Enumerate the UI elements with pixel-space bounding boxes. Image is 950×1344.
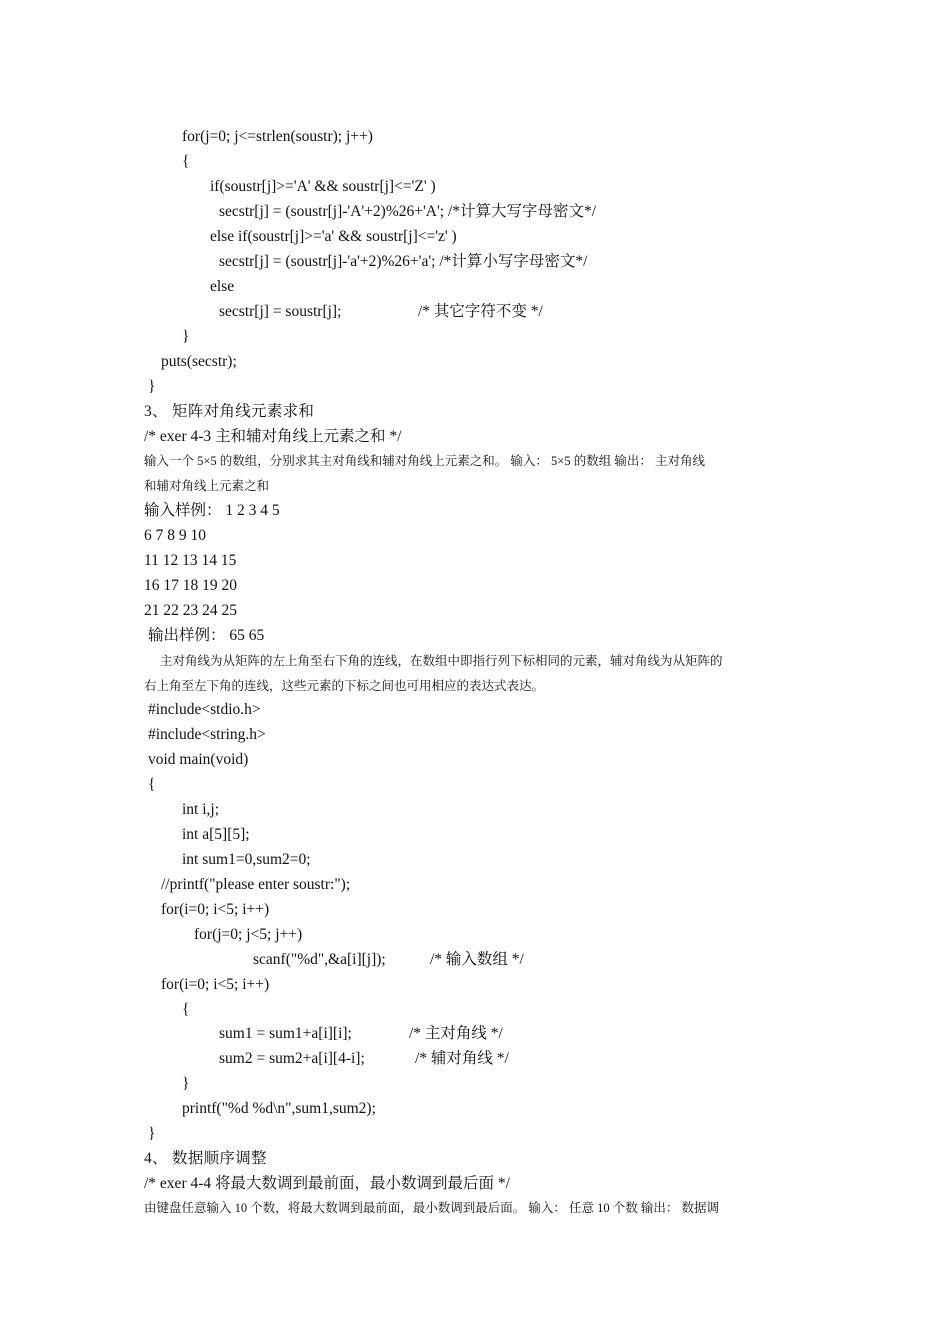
code-line: //printf("please enter soustr:"); xyxy=(161,876,351,893)
code-line: sum1 = sum1+a[i][i]; xyxy=(219,1025,352,1042)
code-line: sum2 = sum2+a[i][4-i]; xyxy=(219,1050,365,1067)
code-line: else if(soustr[j]>='a' && soustr[j]<='z' ) xyxy=(210,228,457,245)
code-line: puts(secstr); xyxy=(161,353,237,370)
code-comment: /* 辅对角线 */ xyxy=(415,1050,509,1067)
code-line: int a[5][5]; xyxy=(182,826,250,843)
code-line: { xyxy=(182,153,190,170)
exercise-description: 输入一个 5×5 的数组，分别求其主对角线和辅对角线上元素之和。 输入： 5×5 的数组 输出： 主对角线 xyxy=(144,454,705,468)
code-line: for(i=0; i<5; i++) xyxy=(161,901,270,918)
code-line: secstr[j] = (soustr[j]-'a'+2)%26+'a'; /*计算小写字母密文*/ xyxy=(219,253,588,270)
code-line: #include<string.h> xyxy=(148,726,266,743)
code-line: { xyxy=(148,776,156,793)
code-line: { xyxy=(182,1001,190,1018)
section-heading: 3、 矩阵对角线元素求和 xyxy=(144,403,315,420)
section-heading: 4、 数据顺序调整 xyxy=(144,1150,267,1167)
code-line: else xyxy=(210,278,235,295)
sample-input-row: 6 7 8 9 10 xyxy=(144,527,206,544)
exercise-comment: /* exer 4-3 主和辅对角线上元素之和 */ xyxy=(144,428,402,445)
explanation-text: 右上角至左下角的连线，这些元素的下标之间也可用相应的表达式表达。 xyxy=(144,679,545,693)
sample-input-row: 11 12 13 14 15 xyxy=(144,552,237,569)
code-line: } xyxy=(182,1075,190,1092)
code-line: } xyxy=(182,328,190,345)
code-line: for(j=0; j<=strlen(soustr); j++) xyxy=(182,128,373,145)
code-line: secstr[j] = (soustr[j]-'A'+2)%26+'A'; /*计算大写字母密文*/ xyxy=(219,203,597,220)
code-line: for(j=0; j<5; j++) xyxy=(194,926,303,943)
sample-input-label: 输入样例： 1 2 3 4 5 xyxy=(144,502,280,519)
code-line: secstr[j] = soustr[j]; xyxy=(219,303,342,320)
code-line: #include<stdio.h> xyxy=(148,701,261,718)
explanation-text: 主对角线为从矩阵的左上角至右下角的连线，在数组中即指行列下标相同的元素，辅对角线为从矩阵的 xyxy=(160,654,723,668)
code-line: int sum1=0,sum2=0; xyxy=(182,851,311,868)
code-line: void main(void) xyxy=(148,751,249,768)
code-comment: /* 输入数组 */ xyxy=(430,951,524,968)
exercise-description: 和辅对角线上元素之和 xyxy=(144,479,270,493)
code-line: printf("%d %d\n",sum1,sum2); xyxy=(182,1100,376,1117)
code-line: for(i=0; i<5; i++) xyxy=(161,976,270,993)
code-line: } xyxy=(148,1125,156,1142)
code-line: scanf("%d",&a[i][j]); xyxy=(253,951,386,968)
sample-output-label: 输出样例： 65 65 xyxy=(148,627,265,644)
code-line: if(soustr[j]>='A' && soustr[j]<='Z' ) xyxy=(210,178,436,195)
exercise-description: 由键盘任意输入 10 个数，将最大数调到最前面，最小数调到最后面。 输入： 任意 10 个数 输出： 数据调 xyxy=(144,1201,720,1215)
code-line: } xyxy=(148,378,156,395)
code-comment: /* 其它字符不变 */ xyxy=(418,303,543,320)
code-comment: /* 主对角线 */ xyxy=(409,1025,503,1042)
exercise-comment: /* exer 4-4 将最大数调到最前面，最小数调到最后面 */ xyxy=(144,1175,510,1192)
sample-input-row: 21 22 23 24 25 xyxy=(144,602,237,619)
sample-input-row: 16 17 18 19 20 xyxy=(144,577,237,594)
code-line: int i,j; xyxy=(182,801,220,818)
